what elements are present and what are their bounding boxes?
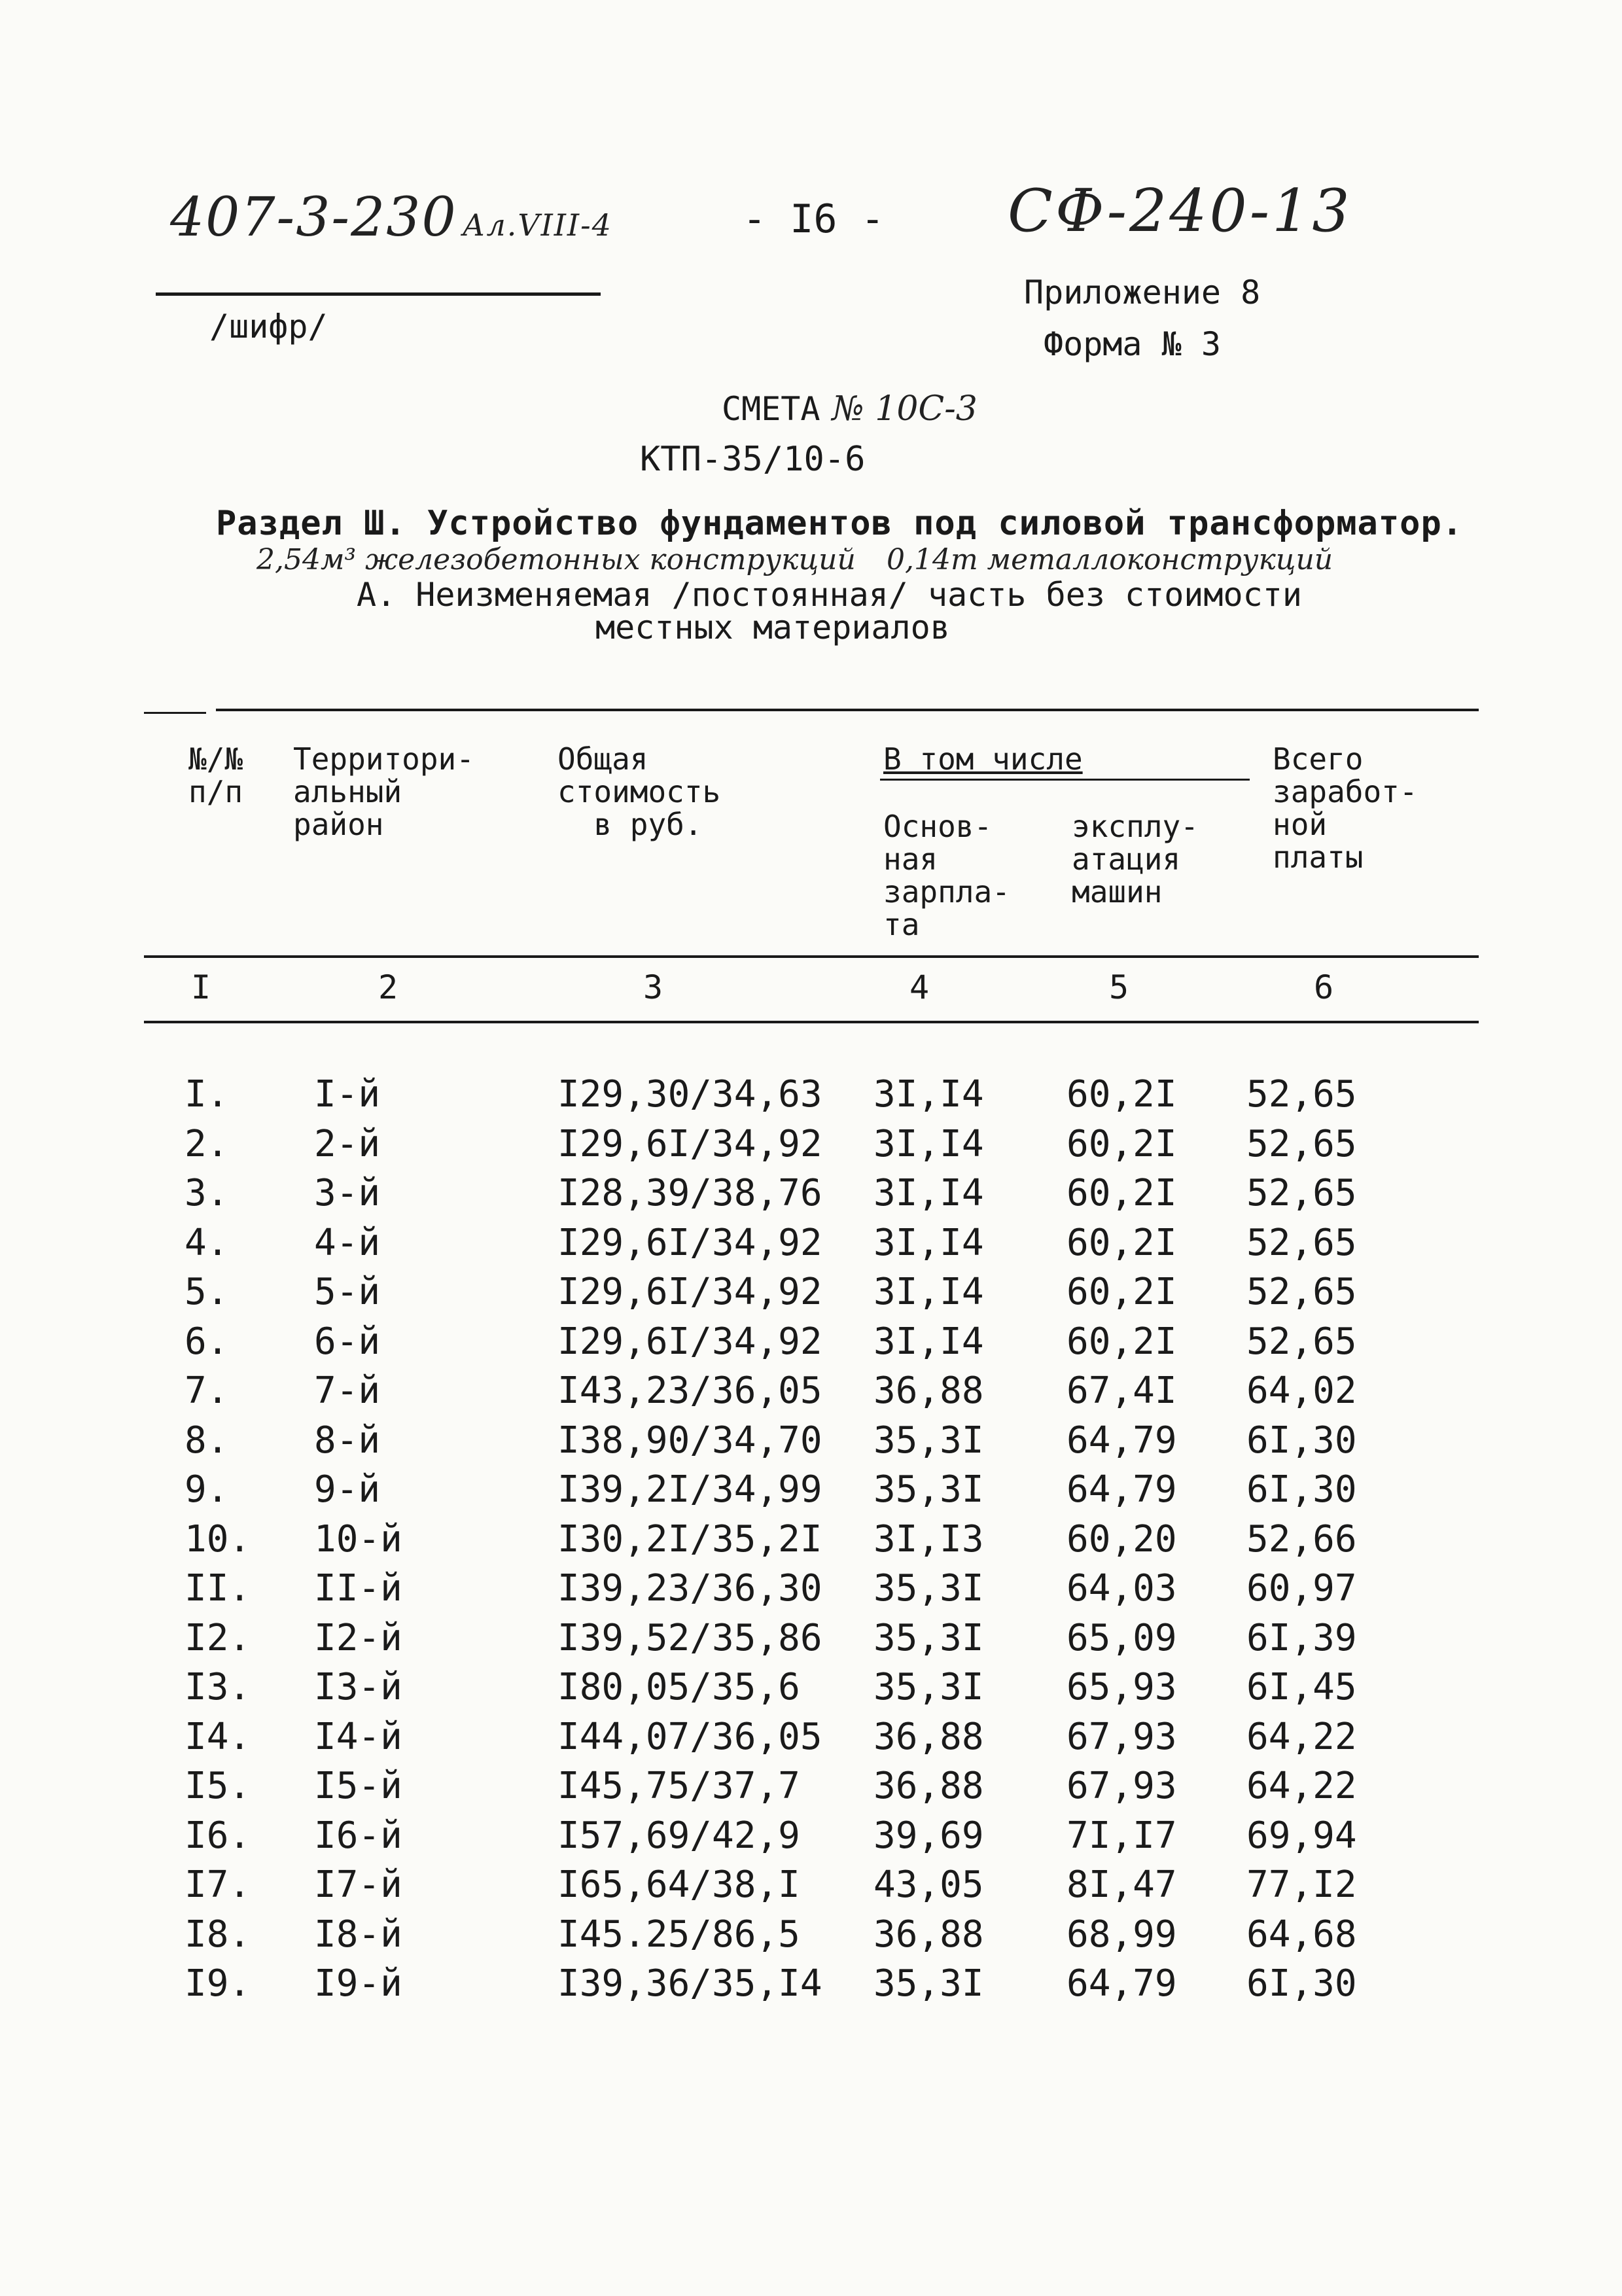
cell-total-wage: 77,I2 [1246,1863,1357,1906]
cell-machine-operation: 64,79 [1067,1468,1177,1511]
cell-row-number: 6. [185,1320,229,1363]
cell-base-wage: 3I,I4 [873,1172,984,1214]
cell-total-cost: I45.25/86,5 [557,1913,800,1956]
header-total: Общая стоимость в руб. [557,741,721,842]
cell-row-number: I7. [185,1863,251,1906]
cell-region: 5-й [314,1271,381,1313]
handnote-concrete: 2,54м³ железобетонных конструкций [256,543,856,576]
cell-total-wage: 64,22 [1246,1716,1357,1758]
cell-total-cost: I29,6I/34,92 [557,1123,822,1165]
table-rule-left-stub [144,712,206,714]
cell-base-wage: 35,3I [873,1617,984,1659]
cell-base-wage: 35,3I [873,1419,984,1462]
cell-base-wage: 43,05 [873,1863,984,1906]
cell-region: 4-й [314,1222,381,1264]
cell-total-wage: 52,65 [1246,1073,1357,1116]
cell-total-wage: 52,65 [1246,1172,1357,1214]
cell-total-cost: I29,30/34,63 [557,1073,822,1116]
table-rule-header-bottom [144,955,1479,958]
cell-machine-operation: 65,93 [1067,1666,1177,1708]
cell-total-wage: 52,65 [1246,1271,1357,1313]
table-rule-top [216,709,1479,711]
cell-machine-operation: 60,2I [1067,1123,1177,1165]
cell-total-cost: I29,6I/34,92 [557,1320,822,1363]
cell-base-wage: 36,88 [873,1369,984,1412]
cell-base-wage: 3I,I4 [873,1073,984,1116]
object-name: КТП-35/10-6 [640,440,866,479]
cell-machine-operation: 60,2I [1067,1172,1177,1214]
column-number-3: 3 [643,968,663,1006]
cell-base-wage: 36,88 [873,1913,984,1956]
cell-machine-operation: 60,2I [1067,1271,1177,1313]
cell-total-cost: I45,75/37,7 [557,1765,800,1807]
cell-row-number: 2. [185,1123,229,1165]
header-wage: Основ- ная зарпла- та [883,809,1010,942]
page-number: - I6 - [743,196,885,242]
document-code [170,186,612,249]
header-all-wage: Всего заработ- ной платы [1273,741,1418,875]
cell-region: I-й [314,1073,381,1116]
cell-total-wage: 64,22 [1246,1765,1357,1807]
handnote-metal: 0,14т металлоконструкций [887,543,1333,576]
cell-total-cost: I29,6I/34,92 [557,1222,822,1264]
cell-total-cost: I28,39/38,76 [557,1172,822,1214]
cipher-underline [156,292,601,296]
column-number-6: 6 [1314,968,1334,1006]
cell-total-wage: 64,68 [1246,1913,1357,1956]
cell-machine-operation: 67,93 [1067,1765,1177,1807]
cell-total-wage: 52,65 [1246,1320,1357,1363]
cell-machine-operation: 60,2I [1067,1320,1177,1363]
cell-region: I7-й [314,1863,402,1906]
cell-machine-operation: 67,4I [1067,1369,1177,1412]
cell-base-wage: 3I,I3 [873,1518,984,1561]
cell-total-wage: 6I,30 [1246,1419,1357,1462]
cell-base-wage: 36,88 [873,1716,984,1758]
appendix-label: Приложение 8 [1024,274,1261,311]
cell-machine-operation: 60,20 [1067,1518,1177,1561]
cell-base-wage: 35,3I [873,1567,984,1610]
document-code-suffix: Ал.VIII-4 [462,207,612,243]
cell-total-cost: I39,2I/34,99 [557,1468,822,1511]
cell-region: 6-й [314,1320,381,1363]
document-code-main: 407-3-230 [170,186,457,249]
cell-base-wage: 3I,I4 [873,1123,984,1165]
cell-total-cost: I39,52/35,86 [557,1617,822,1659]
column-number-2: 2 [378,968,398,1006]
cell-row-number: I2. [185,1617,251,1659]
header-group: В том числе [883,741,1083,777]
cell-machine-operation: 64,79 [1067,1419,1177,1462]
cell-row-number: I. [185,1073,229,1116]
cell-region: I4-й [314,1716,402,1758]
cell-row-number: 4. [185,1222,229,1264]
cell-row-number: I8. [185,1913,251,1956]
cell-total-cost: I65,64/38,I [557,1863,800,1906]
cell-row-number: 9. [185,1468,229,1511]
cell-total-wage: 52,66 [1246,1518,1357,1561]
cell-total-cost: I57,69/42,9 [557,1814,800,1857]
cell-total-cost: I44,07/36,05 [557,1716,822,1758]
cell-row-number: 10. [185,1518,251,1561]
cell-row-number: I9. [185,1962,251,2005]
cell-machine-operation: 7I,I7 [1067,1814,1177,1857]
cell-total-cost: I39,36/35,I4 [557,1962,822,2005]
cell-region: I8-й [314,1913,402,1956]
cipher-label: /шифр/ [209,308,328,345]
cell-region: I2-й [314,1617,402,1659]
cell-machine-operation: 60,2I [1067,1073,1177,1116]
cell-row-number: 8. [185,1419,229,1462]
cell-row-number: 7. [185,1369,229,1412]
cell-region: 7-й [314,1369,381,1412]
estimate-title [722,389,978,429]
cell-base-wage: 3I,I4 [873,1320,984,1363]
cell-region: 10-й [314,1518,402,1561]
cell-region: I5-й [314,1765,402,1807]
header-num: №/№ п/п [188,741,243,809]
estimate-label: СМЕТА [722,390,820,428]
cell-region: I9-й [314,1962,402,2005]
column-number-5: 5 [1109,968,1129,1006]
cell-region: I6-й [314,1814,402,1857]
cell-base-wage: 35,3I [873,1962,984,2005]
part-title-continued: местных материалов [595,609,950,646]
column-number-4: 4 [909,968,930,1006]
cell-machine-operation: 68,99 [1067,1913,1177,1956]
cell-region: 8-й [314,1419,381,1462]
cell-region: 3-й [314,1172,381,1214]
header-machines: эксплу- атация машин [1072,809,1199,910]
cell-total-wage: 6I,30 [1246,1468,1357,1511]
cell-total-cost: I39,23/36,30 [557,1567,822,1610]
cell-row-number: I4. [185,1716,251,1758]
section-title: Раздел Ш. Устройство фундаментов под силовой трансформатор. [216,504,1464,543]
cell-row-number: I6. [185,1814,251,1857]
cell-total-wage: 64,02 [1246,1369,1357,1412]
cell-total-wage: 52,65 [1246,1222,1357,1264]
cell-total-cost: I43,23/36,05 [557,1369,822,1412]
cell-region: 9-й [314,1468,381,1511]
cell-region: I3-й [314,1666,402,1708]
cell-total-cost: I29,6I/34,92 [557,1271,822,1313]
cell-total-cost: I80,05/35,6 [557,1666,800,1708]
cell-row-number: I5. [185,1765,251,1807]
cell-region: II-й [314,1567,402,1610]
cell-machine-operation: 60,2I [1067,1222,1177,1264]
cell-region: 2-й [314,1123,381,1165]
cell-total-wage: 6I,45 [1246,1666,1357,1708]
column-number-1: I [191,968,211,1006]
cell-total-wage: 6I,30 [1246,1962,1357,2005]
part-title: А. Неизменяемая /постоянная/ часть без стоимости [357,576,1302,614]
cell-row-number: I3. [185,1666,251,1708]
cell-machine-operation: 8I,47 [1067,1863,1177,1906]
cell-row-number: II. [185,1567,251,1610]
table-rule-colnums-bottom [144,1021,1479,1023]
cell-total-wage: 52,65 [1246,1123,1357,1165]
cell-total-wage: 60,97 [1246,1567,1357,1610]
estimate-number: № 10С-3 [832,389,978,429]
cell-row-number: 5. [185,1271,229,1313]
cell-total-cost: I30,2I/35,2I [557,1518,822,1561]
cell-machine-operation: 64,79 [1067,1962,1177,2005]
cell-total-wage: 6I,39 [1246,1617,1357,1659]
form-label: Форма № 3 [1044,325,1221,363]
cell-machine-operation: 64,03 [1067,1567,1177,1610]
cell-total-cost: I38,90/34,70 [557,1419,822,1462]
cell-base-wage: 35,3I [873,1666,984,1708]
cell-base-wage: 39,69 [873,1814,984,1857]
cell-base-wage: 36,88 [873,1765,984,1807]
series-code: СФ-240-13 [1008,177,1352,245]
cell-total-wage: 69,94 [1246,1814,1357,1857]
group-header-underline [880,779,1250,781]
cell-base-wage: 35,3I [873,1468,984,1511]
header-region: Территори- альный район [293,741,474,842]
cell-row-number: 3. [185,1172,229,1214]
cell-base-wage: 3I,I4 [873,1222,984,1264]
cell-base-wage: 3I,I4 [873,1271,984,1313]
cell-machine-operation: 65,09 [1067,1617,1177,1659]
cell-machine-operation: 67,93 [1067,1716,1177,1758]
